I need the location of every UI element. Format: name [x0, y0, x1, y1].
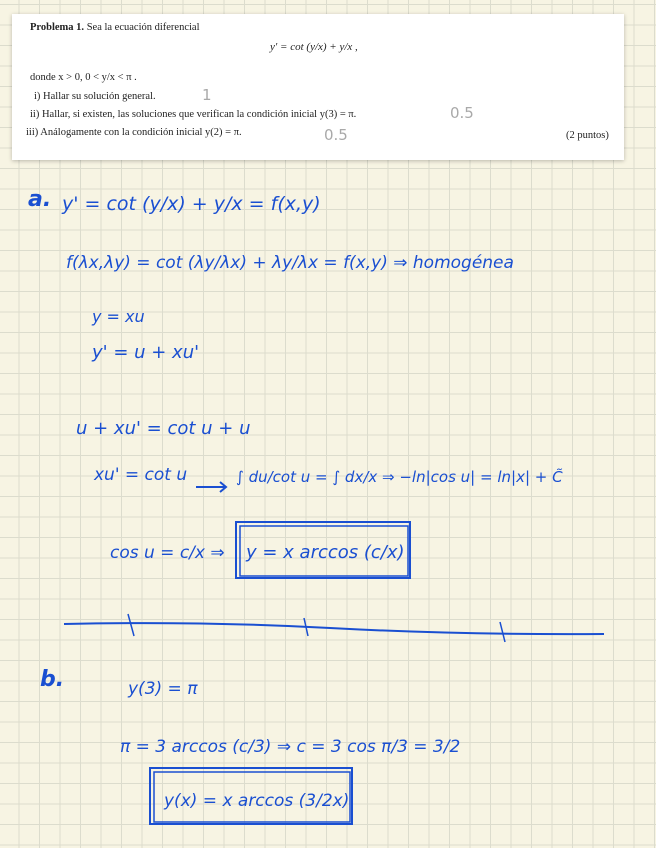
hand-line-8: y(3) = π	[128, 679, 198, 699]
hand-line-3: y = xu	[92, 307, 145, 326]
hand-line-5: u + xu' = cot u + u	[76, 418, 251, 439]
problem-title: Problema 1.	[30, 22, 85, 33]
problem-points: (2 puntos)	[566, 130, 609, 141]
grade-mark-3: 0.5	[324, 126, 348, 144]
hand-line-2: f(λx,λy) = cot (λy/λx) + λy/λx = f(x,y) ⇒ homogénea	[66, 253, 514, 273]
hand-line-4: y' = u + xu'	[92, 342, 200, 363]
problem-intro: Sea la ecuación diferencial	[86, 22, 200, 33]
hand-line-10: y(x) = x arccos (3/2x)	[164, 791, 350, 811]
separator-line	[64, 614, 604, 642]
part-a-label: a.	[28, 187, 52, 212]
problem-item-3: iii) Análogamente con la condición inicial y(2) = π.	[26, 127, 242, 138]
hand-line-9: π = 3 arccos (c/3) ⇒ c = 3 cos π/3 = 3/2	[120, 737, 461, 757]
hand-line-1: y' = cot (y/x) + y/x = f(x,y)	[62, 193, 321, 215]
grade-mark-1: 1	[202, 86, 212, 104]
grade-mark-2: 0.5	[450, 104, 474, 122]
problem-item-1: i) Hallar su solución general.	[34, 91, 156, 102]
hand-line-6b: ∫ du/cot u = ∫ dx/x ⇒ −ln|cos u| = ln|x| + C̃	[236, 468, 563, 486]
hand-line-7a: cos u = c/x ⇒	[110, 543, 225, 563]
part-b-label: b.	[40, 667, 65, 692]
differential-equation: y′ = cot (y/x) + y/x ,	[270, 41, 358, 53]
arrow-icon	[196, 482, 226, 492]
problem-item-2: ii) Hallar, si existen, las soluciones que verifican la condición inicial y(3) = π.	[30, 109, 357, 120]
hand-line-6a: xu' = cot u	[94, 465, 188, 485]
hand-line-7b: y = x arccos (c/x)	[246, 542, 405, 563]
problem-domain: donde x > 0, 0 < y/x < π .	[30, 72, 137, 83]
